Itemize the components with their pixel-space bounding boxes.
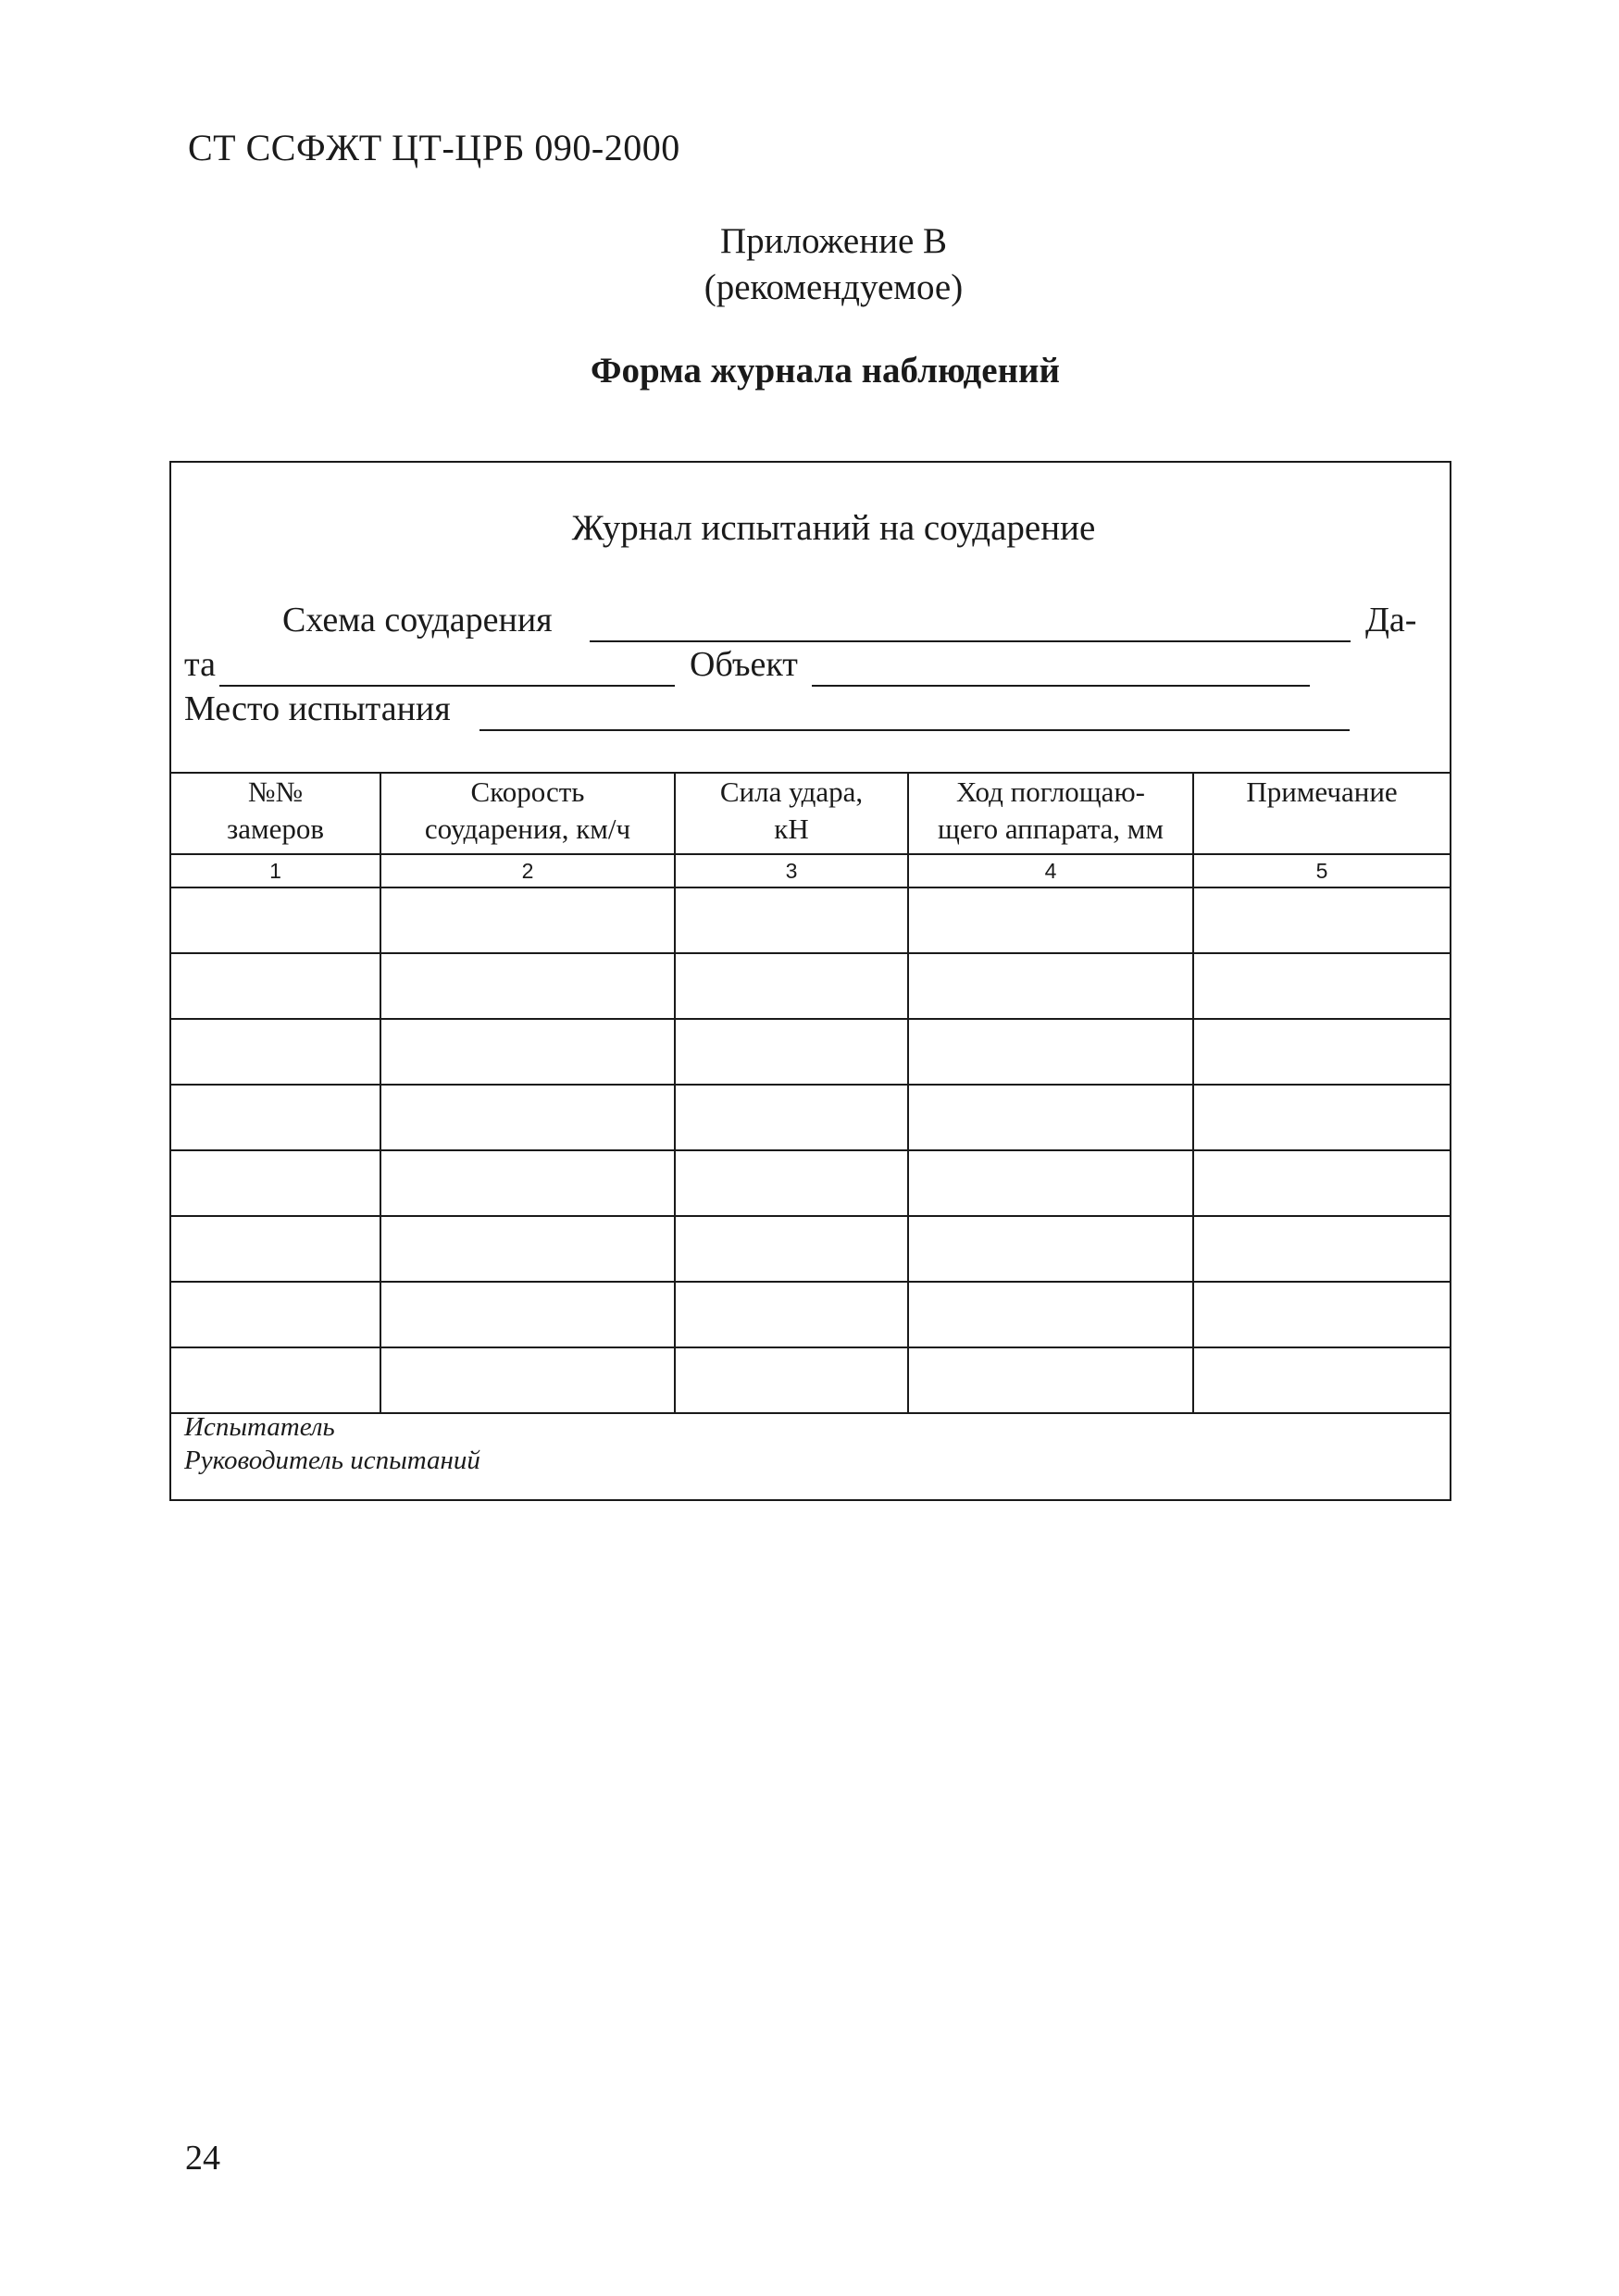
table-cell[interactable] [675,1282,908,1347]
place-field[interactable] [479,729,1350,731]
table-cell[interactable] [380,887,675,953]
table-cell[interactable] [1193,1150,1450,1216]
table-cell[interactable] [908,1019,1193,1085]
column-header-note: Примечание [1193,773,1450,854]
appendix-title: Приложение В [719,221,948,261]
table-row [171,1150,1450,1216]
table-cell[interactable] [675,1216,908,1282]
table-cell[interactable] [1193,887,1450,953]
journal-title: Журнал испытаний на соударение [571,508,1096,548]
table-cell[interactable] [675,887,908,953]
table-cell[interactable] [908,887,1193,953]
table-cell[interactable] [908,1216,1193,1282]
table-header-row [171,773,1450,854]
head-label: Руководитель испытаний [184,1446,480,1475]
place-label: Место испытания [184,689,451,728]
table-cell[interactable] [380,1150,675,1216]
scheme-field[interactable] [590,640,1351,642]
date-label-end: та [184,645,216,684]
table-body [171,887,1450,1413]
column-number: 5 [1193,854,1450,887]
object-label: Объект [690,645,798,684]
appendix-heading [0,218,1619,311]
column-header-impact-force: Сила удара, кН [675,773,908,854]
object-field[interactable] [812,685,1310,687]
table-cell[interactable] [380,1216,675,1282]
journal-form [169,461,1451,1501]
form-title: Форма журнала наблюдений [591,351,1060,391]
page-number: 24 [185,2139,220,2178]
table-cell[interactable] [1193,953,1450,1019]
table-cell[interactable] [380,1085,675,1150]
table-cell[interactable] [908,953,1193,1019]
document-code: СТ ССФЖТ ЦТ-ЦРБ 090-2000 [188,127,680,168]
table-cell[interactable] [171,1019,380,1085]
table-cell[interactable] [1193,1019,1450,1085]
table-cell[interactable] [908,1085,1193,1150]
column-header-speed: Скорость соударения, км/ч [380,773,675,854]
table-cell[interactable] [675,1347,908,1413]
table-cell[interactable] [380,953,675,1019]
table-cell[interactable] [171,1085,380,1150]
table-cell[interactable] [908,1282,1193,1347]
table-cell[interactable] [171,953,380,1019]
table-cell[interactable] [908,1150,1193,1216]
table-cell[interactable] [171,1282,380,1347]
table-cell[interactable] [675,953,908,1019]
table-cell[interactable] [171,1216,380,1282]
appendix-note: (рекомендуемое) [704,267,964,307]
table-cell[interactable] [675,1019,908,1085]
table-cell[interactable] [1193,1282,1450,1347]
column-number: 4 [908,854,1193,887]
table-row [171,1347,1450,1413]
table-cell[interactable] [1193,1085,1450,1150]
table-row [171,1019,1450,1085]
observation-table [171,772,1450,1414]
table-cell[interactable] [675,1150,908,1216]
table-cell[interactable] [171,1347,380,1413]
table-row [171,953,1450,1019]
column-number: 1 [171,854,380,887]
column-header-absorber-stroke: Ход поглощаю- щего аппарата, мм [908,773,1193,854]
table-cell[interactable] [380,1019,675,1085]
column-number: 2 [380,854,675,887]
column-number-row [171,854,1450,887]
table-cell[interactable] [380,1347,675,1413]
table-row [171,1085,1450,1150]
column-number: 3 [675,854,908,887]
table-row [171,1282,1450,1347]
table-cell[interactable] [908,1347,1193,1413]
column-header-measurement-no: №№ замеров [171,773,380,854]
table-cell[interactable] [1193,1347,1450,1413]
table-cell[interactable] [675,1085,908,1150]
tester-label: Испытатель [184,1412,335,1442]
table-cell[interactable] [1193,1216,1450,1282]
date-field[interactable] [219,685,675,687]
table-cell[interactable] [171,1150,380,1216]
date-label-start: Да- [1365,601,1417,639]
signatures [184,1410,480,1477]
scheme-label: Схема соударения [282,601,553,639]
table-cell[interactable] [171,887,380,953]
table-cell[interactable] [380,1282,675,1347]
table-row [171,887,1450,953]
table-row [171,1216,1450,1282]
